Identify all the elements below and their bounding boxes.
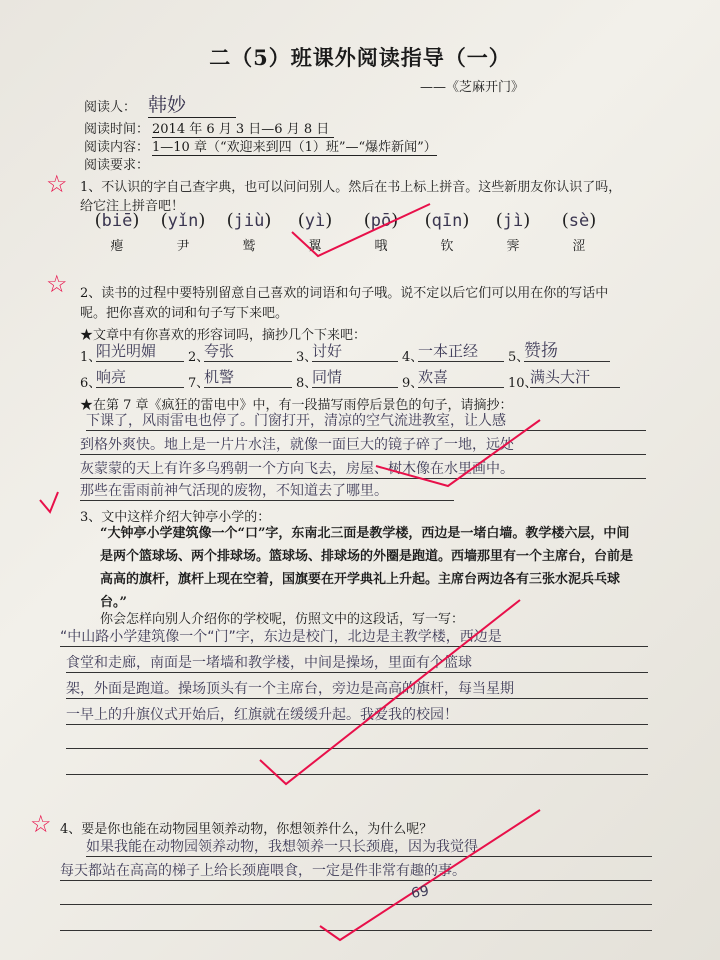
q3-answer-line: “中山路小学建筑像一个“门”字，东边是校门，北边是主教学楼，西边是 xyxy=(60,626,648,647)
word-answer: 欢喜 xyxy=(418,366,504,388)
word-num: 8、 xyxy=(296,376,318,391)
word-answer: 机警 xyxy=(204,366,292,388)
word-num: 6、 xyxy=(80,376,102,391)
word-num: 7、 xyxy=(188,376,210,391)
reader-value: 韩妙 xyxy=(148,90,236,118)
q1-text-line1: 1、不认识的字自己查字典，也可以问问别人。然后在书上标上拼音。这些新朋友你认识了吗， xyxy=(80,180,622,195)
word-num: 10、 xyxy=(508,376,538,391)
scene-answer-line: 灰蒙蒙的天上有许多乌鸦朝一个方向飞去，房屋、树木像在水里画中。 xyxy=(80,458,646,479)
blank-line xyxy=(66,748,648,749)
word-answer: 讨好 xyxy=(312,340,398,362)
q2-text-line2: 呢。把你喜欢的词和句子写下来吧。 xyxy=(80,306,289,321)
q3-answer-line: 架，外面是跑道。操场顶头有一个主席台，旁边是高高的旗杆，每当星期 xyxy=(66,678,648,699)
score-text: 69 xyxy=(409,883,431,902)
word-num: 3、 xyxy=(296,350,318,365)
reader-label: 阅读人： xyxy=(84,100,137,115)
q3-prompt: 你会怎样向别人介绍你的学校呢，仿照文中的这段话，写一写： xyxy=(100,612,465,627)
red-star-mark-q4: ☆ xyxy=(30,810,52,838)
red-star-mark-q1: ☆ xyxy=(46,170,68,198)
pinyin-item: (qīn) 钦 xyxy=(424,210,470,254)
q3-passage: “大钟亭小学建筑像一个“口”字，东南北三面是教学楼，西边是一堵白墙。教学楼六层，中间是两个篮球场、两个排球场。篮球场、排球场的外圈是跑道。西墙那里有一个主席台，台前是高高的旗杆，旗杆上现在空着，国旗要在开学典礼上升起。主席台两边各有三张水泥兵乓球台。” xyxy=(100,526,634,610)
q2-text-line1: 2、读书的过程中要特别留意自己喜欢的词语和句子哦。说不定以后它们可以用在你的写话中 xyxy=(80,286,609,301)
pinyin-item: (yǐn) 尹 xyxy=(160,210,206,254)
content-label: 阅读内容： xyxy=(84,140,150,155)
q3-text: 3、文中这样介绍大钟亭小学的： xyxy=(80,510,271,525)
word-num: 5、 xyxy=(508,350,530,365)
q4-answer-line: 每天都站在高高的梯子上给长颈鹿喂食，一定是件非常有趣的事。 xyxy=(60,860,652,881)
pinyin-item: (pō) 哦 xyxy=(363,210,399,254)
word-answer: 夸张 xyxy=(204,340,292,362)
page-title: 二（5）班课外阅读指导（一） xyxy=(209,45,511,70)
word-num: 1、 xyxy=(80,350,102,365)
page-subtitle: ——《芝麻开门》 xyxy=(420,80,525,95)
pinyin-item: (biē) 瘪 xyxy=(94,210,140,254)
time-label: 阅读时间： xyxy=(84,122,150,137)
red-star-mark-q2: ☆ xyxy=(46,270,68,298)
blank-line xyxy=(60,930,652,931)
pinyin-item: (jiù) 鹫 xyxy=(226,210,272,254)
blank-line xyxy=(66,774,648,775)
time-value: 2014 年 6 月 3 日—6 月 8 日 xyxy=(152,118,334,138)
q2-adjective-prompt: ★文章中有你喜欢的形容词吗，摘抄几个下来吧： xyxy=(80,328,367,343)
pinyin-item: (sè) 涩 xyxy=(561,210,597,254)
q3-answer-line: 食堂和走廊，南面是一堵墙和教学楼，中间是操场，里面有个篮球 xyxy=(66,652,648,673)
q2-scene-prompt: ★在第 7 章《疯狂的雷电中》中，有一段描写雨停后景色的句子，请摘抄： xyxy=(80,398,513,413)
word-num: 9、 xyxy=(402,376,424,391)
scene-answer-line: 那些在雷雨前神气活现的废物，不知道去了哪里。 xyxy=(80,480,454,501)
word-answer: 赞扬 xyxy=(524,336,610,362)
pinyin-item: (yì) 翼 xyxy=(297,210,333,254)
content-value: 1—10 章（“欢迎来到四（1）班”—“爆炸新闻”） xyxy=(152,136,437,156)
q1-text-line2: 给它注上拼音吧！ xyxy=(80,199,185,214)
word-answer: 满头大汗 xyxy=(530,366,620,388)
word-answer: 阳光明媚 xyxy=(96,340,184,362)
blank-line xyxy=(60,904,652,905)
q3-answer-line: 一早上的升旗仪式开始后，红旗就在缓缓升起。我爱我的校园！ xyxy=(66,704,648,725)
scene-answer-line: 下课了，风雨雷电也停了。门窗打开，清凉的空气流进教室，让人感 xyxy=(86,410,646,431)
pinyin-item: (jì) 霁 xyxy=(495,210,531,254)
q4-answer-line: 如果我能在动物园领养动物，我想领养一只长颈鹿，因为我觉得 xyxy=(86,836,652,857)
q4-text: 4、要是你也能在动物园里领养动物，你想领养什么，为什么呢？ xyxy=(60,822,433,837)
word-answer: 一本正经 xyxy=(418,340,504,362)
red-tick-margin xyxy=(40,492,58,512)
word-answer: 响亮 xyxy=(96,366,184,388)
word-answer: 同情 xyxy=(312,366,398,388)
scene-answer-line: 到格外爽快。地上是一片片水洼，就像一面巨大的镜子碎了一地，远处 xyxy=(80,434,646,455)
requirements-label: 阅读要求： xyxy=(84,158,150,173)
word-num: 4、 xyxy=(402,350,424,365)
word-num: 2、 xyxy=(188,350,210,365)
